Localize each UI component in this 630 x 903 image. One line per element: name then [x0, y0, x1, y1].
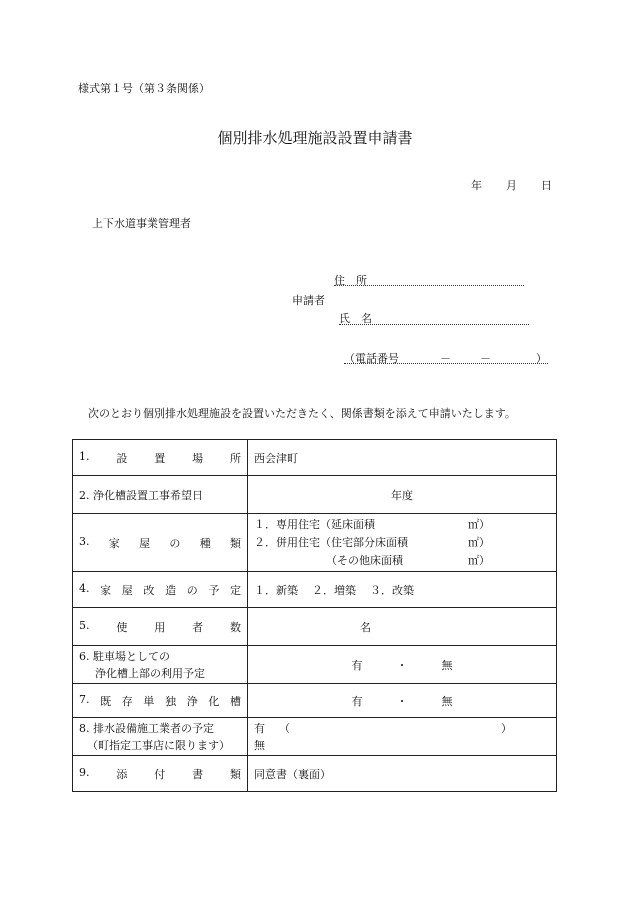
document-title: 個別排水処理施設設置申請書 — [217, 129, 413, 147]
row-label-users: 5. 使 用 者 数 — [73, 608, 248, 646]
applicant-label: 申請者 — [292, 294, 325, 307]
phone-label: （電話番号 — [344, 352, 399, 365]
name-label: 氏 名 — [339, 312, 372, 325]
option-no[interactable]: 無 — [254, 738, 265, 752]
table-row — [73, 476, 557, 514]
option-yes[interactable]: 有 — [351, 658, 363, 672]
name-field[interactable] — [339, 324, 529, 325]
addressee: 上下水道事業管理者 — [92, 217, 191, 230]
table-row — [73, 440, 557, 476]
date-year-label: 年 — [471, 179, 482, 192]
row-label-location: 1. 設 置 場 所 — [73, 440, 248, 476]
table-row — [73, 572, 557, 608]
renovation-options — [248, 572, 557, 608]
row-label-house-type: 3. 家 屋 の 種 類 — [73, 514, 248, 572]
house-type-option-1[interactable]: １．専用住宅（延床面積 ㎡） — [254, 517, 490, 531]
row-label-renovation: 4. 家 屋 改 造 の 予 定 — [73, 572, 248, 608]
form-number: 様式第１号（第３条関係） — [78, 82, 210, 95]
application-table — [72, 439, 557, 792]
phone-close-paren: ） — [536, 352, 547, 365]
phone-dash-1: － — [440, 352, 451, 365]
date-month-label: 月 — [506, 179, 517, 192]
row-label-contractor: 8. 排水設備施工業者の予定 （町指定工事店に限ります） — [73, 718, 248, 756]
option-rebuild[interactable]: ３．改築 — [370, 583, 414, 597]
table-row — [73, 608, 557, 646]
location-value[interactable]: 西会津町 — [248, 440, 557, 476]
option-separator: ・ — [396, 694, 408, 708]
row-label-attachments: 9. 添 付 書 類 — [73, 756, 248, 792]
option-separator: ・ — [396, 658, 408, 672]
contractor-options: 有 （ ） 無 — [248, 718, 557, 756]
address-field[interactable] — [334, 285, 524, 286]
phone-dash-2: － — [480, 352, 491, 365]
option-no[interactable]: 無 — [441, 694, 453, 708]
table-row — [73, 756, 557, 792]
table-row — [73, 646, 557, 684]
house-type-option-other[interactable]: （その他床面積 ㎡） — [326, 553, 490, 567]
house-type-options — [248, 514, 557, 572]
option-no[interactable]: 無 — [441, 658, 453, 672]
intro-text: 次のとおり個別排水処理施設を設置いただきたく、関係書類を添えて申請いたします。 — [88, 407, 516, 420]
house-type-option-2[interactable]: ２．併用住宅（住宅部分床面積 ㎡） — [254, 535, 490, 549]
attachments-value: 同意書（裏面） — [248, 756, 557, 792]
row-label-parking: 6. 駐車場としての 浄化槽上部の利用予定 — [73, 646, 248, 684]
existing-tank-options — [248, 684, 557, 718]
table-row — [73, 718, 557, 756]
row-label-construction-date: 2. 浄化槽設置工事希望日 — [73, 476, 248, 514]
phone-field[interactable] — [344, 363, 548, 364]
option-yes[interactable]: 有 — [254, 721, 265, 735]
parking-options — [248, 646, 557, 684]
date-day-label: 日 — [541, 179, 552, 192]
users-value[interactable]: 名 — [248, 608, 557, 646]
construction-year-value[interactable]: 年度 — [248, 476, 557, 514]
table-row — [73, 684, 557, 718]
option-new-build[interactable]: １．新築 — [254, 583, 298, 597]
table-row — [73, 514, 557, 572]
option-extension[interactable]: ２．増築 — [312, 583, 356, 597]
option-yes[interactable]: 有 — [351, 694, 363, 708]
address-label: 住 所 — [334, 274, 367, 287]
row-label-existing-tank: 7. 既 存 単 独 浄 化 槽 — [73, 684, 248, 718]
